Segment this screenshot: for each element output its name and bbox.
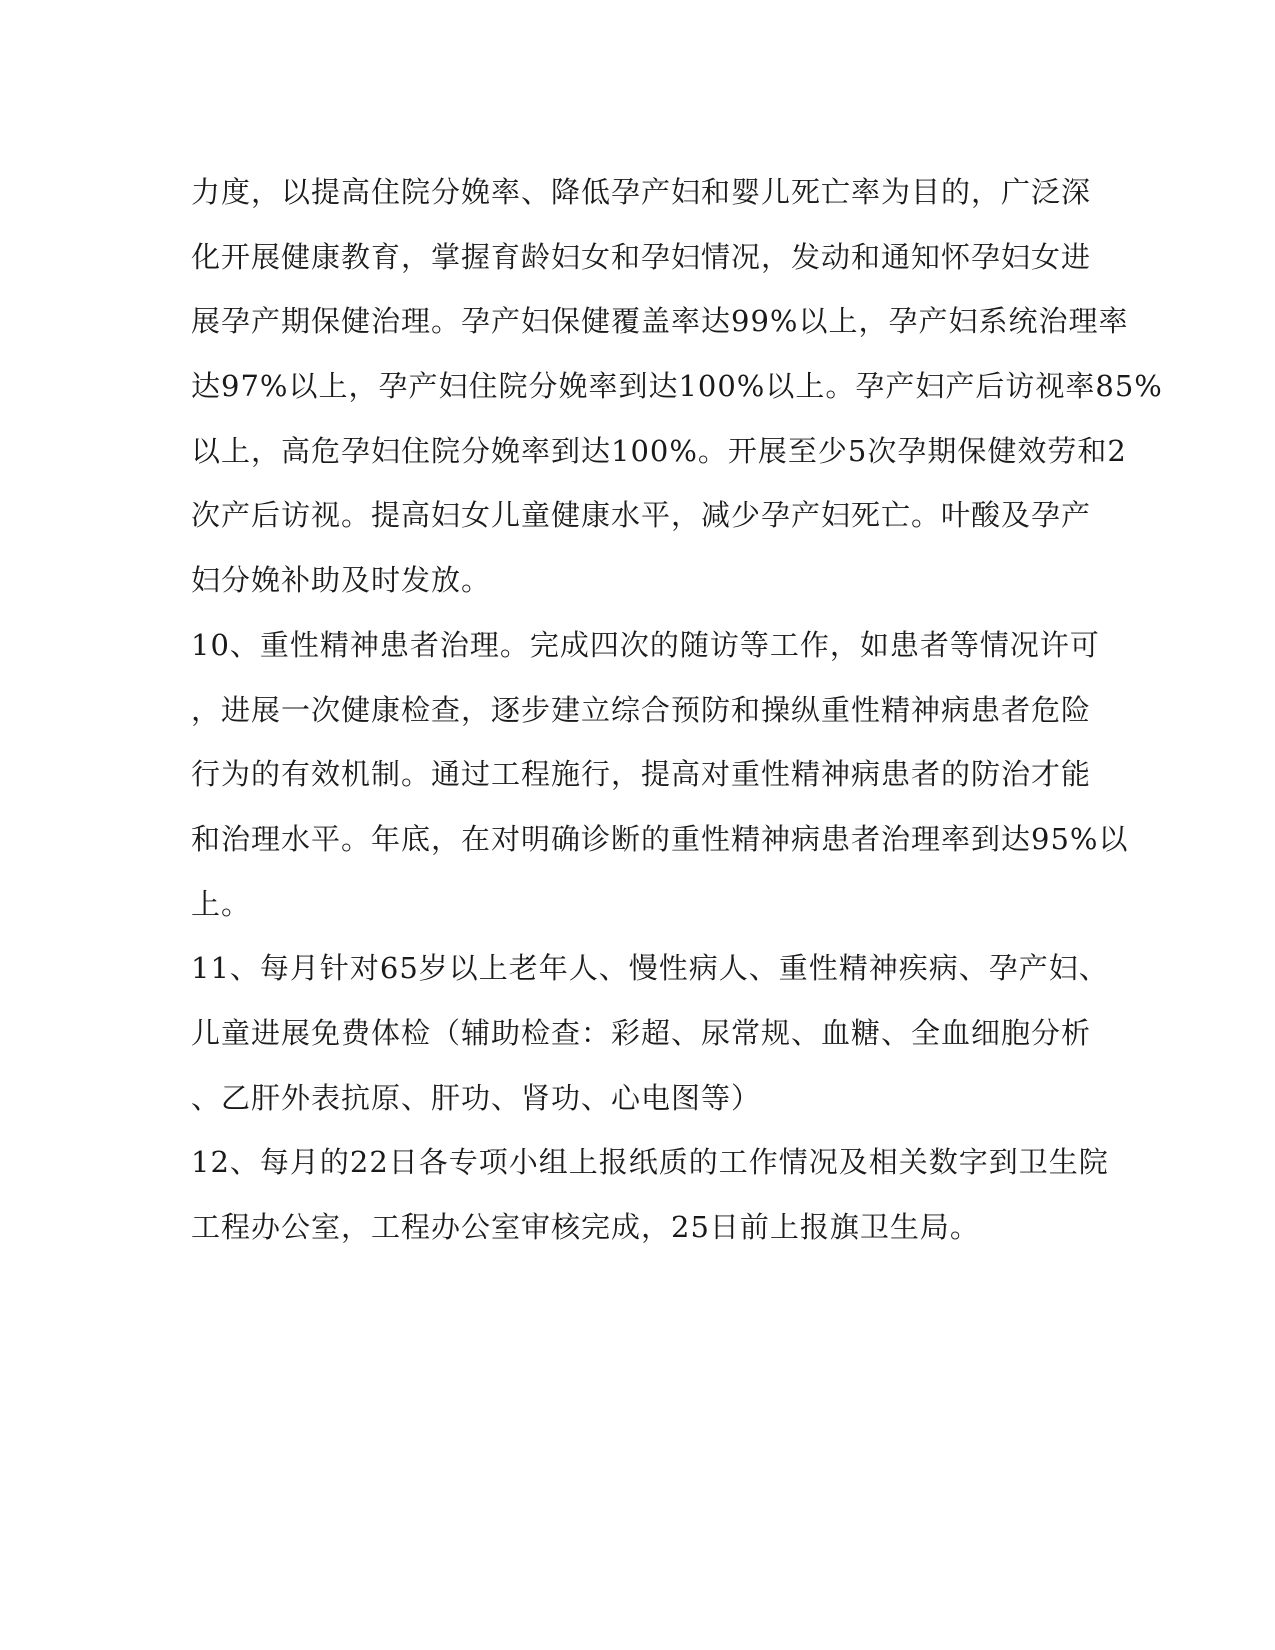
text-line: 达97%以上，孕产妇住院分娩率到达100%以上。孕产妇产后访视率85% (191, 369, 1163, 404)
text-line: 力度，以提高住院分娩率、降低孕产妇和婴儿死亡率为目的，广泛深 (191, 175, 1092, 209)
text-line: 妇分娩补助及时发放。 (191, 563, 492, 598)
body-text (191, 160, 1163, 1260)
text-line: 、乙肝外表抗原、肝功、肾功、心电图等） (191, 1080, 762, 1115)
text-line: 以上，高危孕妇住院分娩率到达100%。开展至少5次孕期保健效劳和2 (191, 433, 1127, 468)
text-line: 12、每月的22日各专项小组上报纸质的工作情况及相关数字到卫生院 (191, 1145, 1109, 1180)
text-line: 儿童进展免费体检（辅助检查：彩超、尿常规、血糖、全血细胞分析 (191, 1015, 1092, 1050)
text-line: ，进展一次健康检查，逐步建立综合预防和操纵重性精神病患者危险 (191, 692, 1092, 727)
text-line: 行为的有效机制。通过工程施行，提高对重性精神病患者的防治才能 (191, 757, 1092, 792)
text-line: 工程办公室，工程办公室审核完成，25日前上报旗卫生局。 (191, 1210, 980, 1244)
text-line: 和治理水平。年底，在对明确诊断的重性精神病患者治理率到达95%以 (191, 821, 1129, 856)
text-line: 展孕产期保健治理。孕产妇保健覆盖率达99%以上，孕产妇系统治理率 (191, 304, 1129, 339)
text-line: 上。 (191, 886, 252, 921)
text-line: 化开展健康教育，掌握育龄妇女和孕妇情况，发动和通知怀孕妇女进 (191, 239, 1092, 274)
text-line: 10、重性精神患者治理。完成四次的随访等工作，如患者等情况许可 (191, 627, 1100, 662)
text-line: 次产后访视。提高妇女儿童健康水平，减少孕产妇死亡。叶酸及孕产 (191, 498, 1092, 533)
text-line: 11、每月针对65岁以上老年人、慢性病人、重性精神疾病、孕产妇、 (191, 951, 1109, 986)
